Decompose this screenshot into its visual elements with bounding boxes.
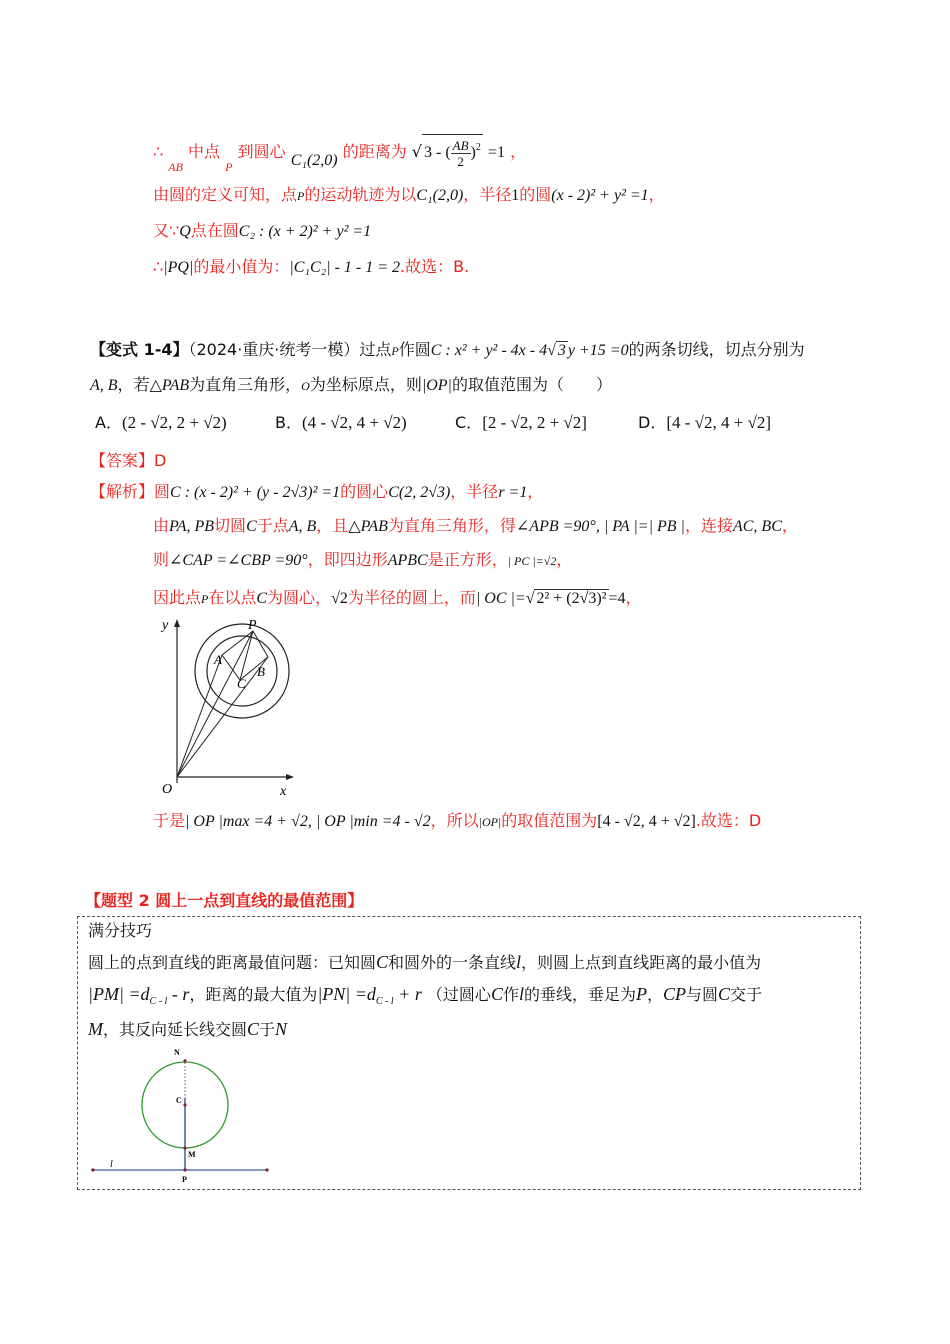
- analysis-line-2: 由PA, PB切圆C于点A, B，且△PAB为直角三角形，得∠APB =90°, | PA |=| PB |，连接AC, BC，: [153, 516, 798, 535]
- label-b: B: [257, 664, 265, 679]
- analysis-line-3: 则∠CAP =∠CBP =90°，即四边形APBC是正方形，| PC |=√2，: [153, 550, 573, 569]
- section-title: 【题型 2 圆上一点到直线的最值范围】: [85, 891, 364, 910]
- geometry-figure-line-distance: [86, 1045, 286, 1187]
- point-l-right: [265, 1168, 268, 1171]
- label-o: O: [162, 782, 173, 797]
- therefore-symbol: ∴: [153, 142, 164, 161]
- option-c: C．[2 - √2, 2 + √2]: [455, 413, 587, 432]
- analysis-line-1: 【解析】圆C : (x - 2)² + (y - 2√3)² =1的圆心C(2, 2√3)，半径r =1，: [90, 482, 544, 501]
- center-c1: C₁(2,0): [416, 187, 464, 204]
- option-b: B．(4 - √2, 4 + √2): [275, 413, 407, 432]
- tips-line-1: 圆上的点到直线的距离最值问题：已知圆C和圆外的一条直线l，则圆上点到直线距离的最小值为: [88, 952, 762, 972]
- point-p: [183, 1168, 186, 1171]
- comma: ，: [510, 142, 527, 161]
- point-m: [183, 1146, 186, 1149]
- line-oa: [177, 655, 222, 777]
- point-n: [183, 1059, 186, 1062]
- solution-line-3: 又∵Q点在圆C₂ : (x + 2)² + y² =1: [153, 221, 372, 240]
- line-ob: [177, 657, 268, 777]
- circle-center: C(2, 2√3): [388, 484, 451, 501]
- answer-label: 【答案】: [90, 451, 155, 470]
- tips-header: 满分技巧: [88, 921, 153, 940]
- label-l: l: [110, 1159, 113, 1170]
- solution-line-4: ∴|PQ|的最小值为：|C₁C₂| - 1 - 1 = 2.故选：B.: [153, 257, 470, 276]
- answer-line: [90, 450, 166, 472]
- distance-text: 的距离为: [342, 142, 407, 161]
- point-l-left: [91, 1168, 94, 1171]
- op-range: [4 - √2, 4 + √2]: [597, 813, 696, 830]
- analysis-label: 【解析】: [90, 482, 155, 501]
- label-p: P: [248, 618, 257, 633]
- solution-line-2: 由圆的定义可知，点P的运动轨迹为以C₁(2,0)，半径1的圆(x - 2)² + y² =1，: [153, 185, 665, 204]
- geometry-figure-op-range: [150, 615, 300, 800]
- answer-value: D: [154, 451, 167, 470]
- variant-question-line-2: A, B，若△PAB为直角三角形，O为坐标原点，则|OP|的取值范围为（ ）: [90, 375, 612, 394]
- x-axis-arrow: [286, 774, 294, 780]
- to-center-text: 到圆心: [237, 142, 286, 161]
- label-p: P: [182, 1175, 187, 1184]
- line-pc: [240, 631, 253, 680]
- label-c: C: [237, 676, 246, 691]
- label-x: x: [280, 784, 287, 799]
- label-c: C: [176, 1096, 182, 1105]
- circle-c2-equation: C₂ : (x + 2)² + y² =1: [238, 223, 372, 240]
- circle-equation: (x - 2)² + y² =1: [551, 187, 649, 204]
- y-axis-arrow: [174, 619, 180, 627]
- label-a: A: [214, 652, 222, 667]
- distance-expression: √ 3 - ( $\frac{AB}{2}$ )$^2$ =1: [412, 142, 505, 161]
- label-m: M: [188, 1150, 196, 1159]
- circle-c-equation: C : x² + y² - 4x - 4√ 3 y +15 =0: [430, 342, 629, 359]
- min-value-expression: |C₁C₂| - 1 - 1 = 2: [289, 259, 401, 276]
- label-y: y: [162, 618, 169, 633]
- point-c: [183, 1103, 186, 1106]
- analysis-line-4: 因此点P在以点C为圆心，√2为半径的圆上，而| OC |=√ 2² + (2√3)² =4，: [153, 588, 642, 607]
- label-n: N: [174, 1048, 180, 1057]
- tips-line-2: $|PM| =d_{C - l} - r$，距离的最大值为$|PN| =d_{C - l} + r$ （过圆心C作l的垂线，垂足为P，CP与圆C交于: [88, 984, 763, 1007]
- point-p: P: [225, 160, 233, 174]
- center-c1: C₁(2,0): [290, 152, 338, 169]
- op-max-min: | OP |max =4 + √2, | OP |min =4 - √2: [185, 813, 431, 830]
- solution-line-1: [153, 134, 527, 174]
- circle-standard-equation: C : (x - 2)² + (y - 2√3)² =1: [170, 484, 341, 501]
- option-d: D．[4 - √2, 4 + √2]: [638, 413, 772, 432]
- variant-label: 【变式 1-4】: [90, 340, 189, 359]
- segment-ab: AB: [168, 160, 183, 174]
- tips-box: [77, 916, 861, 1190]
- option-a: A．(2 - √2, 2 + √2): [95, 413, 227, 432]
- variant-question-line-1: 【变式 1-4】（2024·重庆·统考一模）过点P作圆C : x² + y² - 4x - 4√ 3 y +15 =0的两条切线，切点分别为: [90, 340, 805, 359]
- analysis-line-5: 于是| OP |max =4 + √2, | OP |min =4 - √2，所以|OP|的取值范围为[4 - √2, 4 + √2].故选：D: [153, 811, 762, 830]
- midpoint-text: 中点: [188, 142, 221, 161]
- tips-line-3: M，其反向延长线交圆C于N: [88, 1019, 288, 1039]
